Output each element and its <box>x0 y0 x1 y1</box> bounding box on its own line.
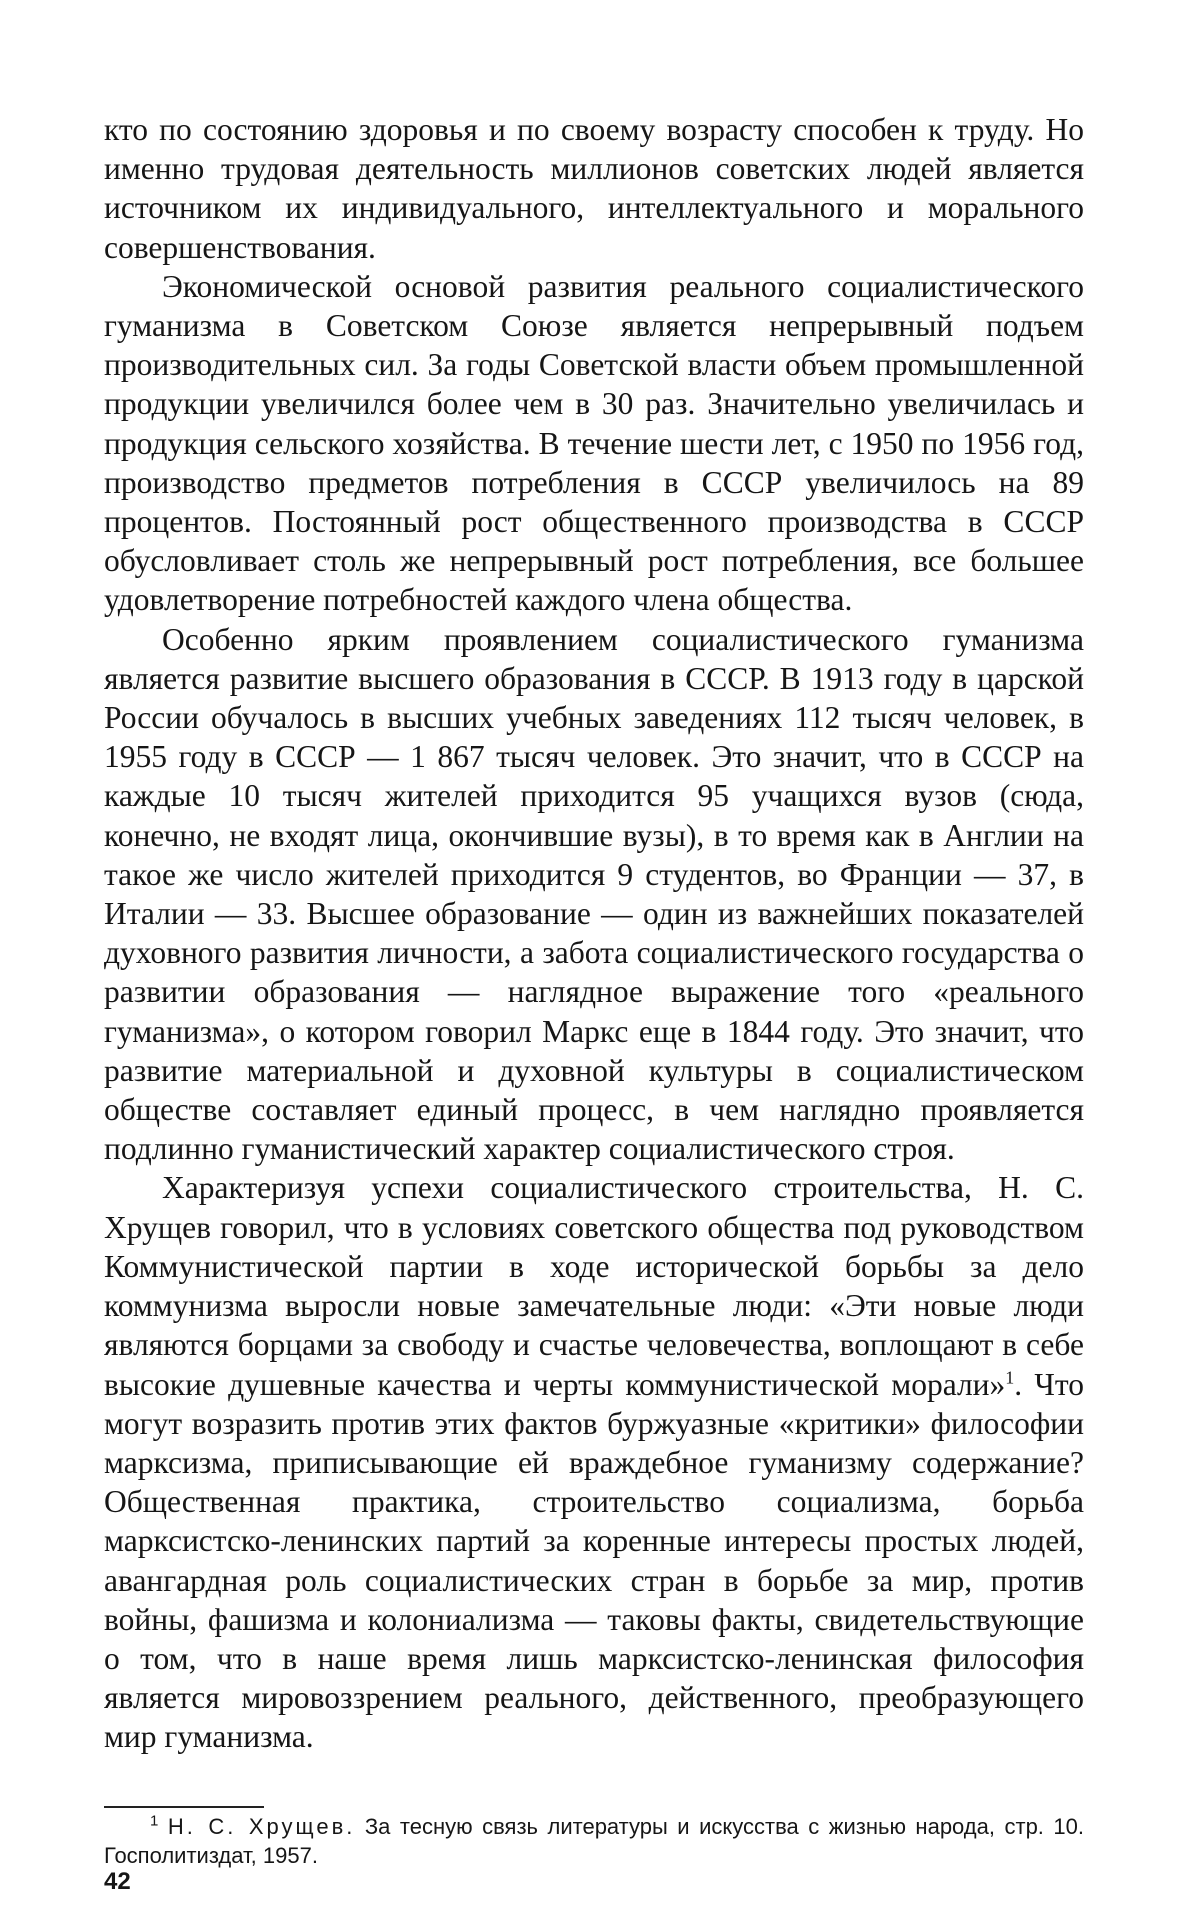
footnote <box>104 1812 1084 1870</box>
paragraph-1: кто по состоянию здоровья и по своему возрасту способен к труду. Но именно трудовая деятельность миллионов советских людей является источником их индивидуального, интеллектуального и морального совершенствования. <box>104 112 1084 265</box>
footnote-text: За тесную связь литературы и искусства с жизнью народа, стр. 10. Госполитиздат, 1957. <box>104 1814 1084 1868</box>
paragraph-4-part-1: Характеризуя успехи социалистического строительства, Н. С. Хрущев говорил, что в условиях советского общества под руководством Коммунистической партии в ходе исторической борьбы за дело коммунизма выросли новые замечательные люди: «Эти новые люди являются борцами за свободу и счастье человечества, воплощают в себе высокие душевные качества и черты коммунистической морали» <box>104 1170 1084 1402</box>
footnote-reference: 1 <box>1005 1367 1015 1387</box>
main-text <box>104 110 1084 1757</box>
footnote-author: Н. С. Хрущев. <box>167 1814 356 1839</box>
page-number: 42 <box>104 1868 131 1895</box>
footnote-divider <box>104 1806 264 1808</box>
footnote-mark: 1 <box>150 1812 159 1830</box>
paragraph-2: Экономической основой развития реального социалистического гуманизма в Советском Союзе является непрерывный подъем производительных сил. За годы Советской власти объем промышленной продукции увеличился более чем в 30 раз. Значительно увеличилась и продукция сельского хозяйства. В течение шести лет, с 1950 по 1956 год, производство предметов потребления в СССР увеличилось на 89 процентов. Постоянный рост общественного производства в СССР обусловливает столь же непрерывный рост потребления, все большее удовлетворение потребностей каждого члена общества. <box>104 268 1084 618</box>
paragraph-4-part-2: . Что могут возразить против этих фактов буржуазные «критики» философии марксизма, приписывающие ей враждебное гуманизму содержание? Общественная практика, строительство социализма, борьба марксистско-ленинских партий за коренные интересы простых людей, авангардная роль социалистических стран в борьбе за мир, против войны, фашизма и колониализма — таковы факты, свидетельствующие о том, что в наше время лишь марксистско-ленинская философия является мировоззрением реального, действенного, преобразующего мир гуманизма. <box>104 1366 1084 1755</box>
paragraph-4 <box>104 1168 1084 1756</box>
paragraph-3: Особенно ярким проявлением социалистического гуманизма является развитие высшего образования в СССР. В 1913 году в царской России обучалось в высших учебных заведениях 112 тысяч человек, в 1955 году в СССР — 1 867 тысяч человек. Это значит, что в СССР на каждые 10 тысяч жителей приходится 95 учащихся вузов (сюда, конечно, не входят лица, окончившие вузы), в то время как в Англии на такое же число жителей приходится 9 студентов, во Франции — 37, в Италии — 33. Высшее образование — один из важнейших показателей духовного развития личности, а забота социалистического государства о развитии образования — наглядное выражение того «реального гуманизма», о котором говорил Маркс еще в 1844 году. Это значит, что развитие материальной и духовной культуры в социалистическом обществе составляет единый процесс, в чем наглядно проявляется подлинно гуманистический характер социалистического строя. <box>104 621 1084 1167</box>
